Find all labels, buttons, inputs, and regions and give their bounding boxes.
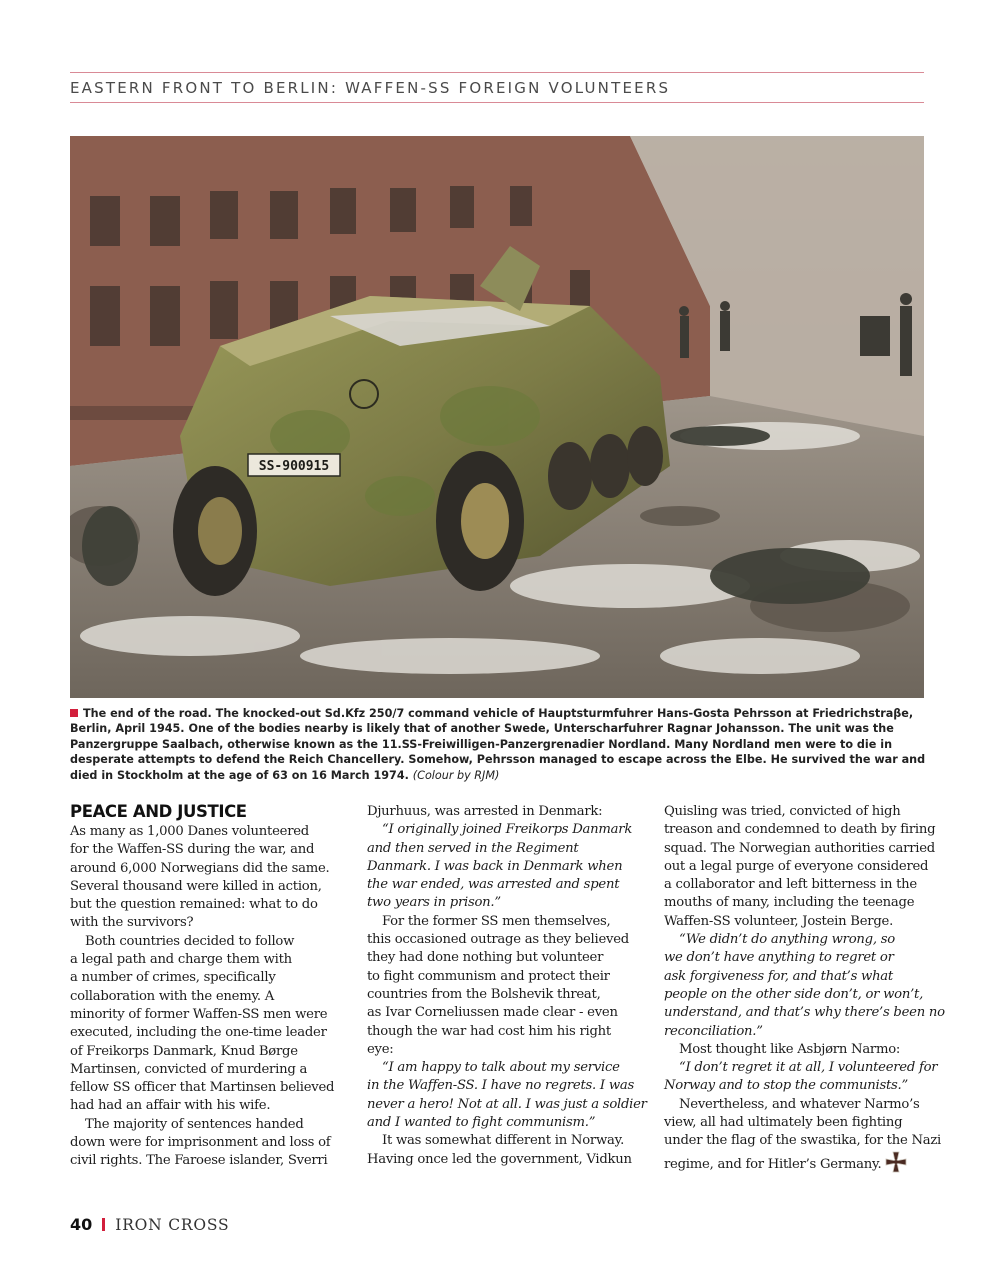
header-rule-top — [70, 72, 924, 73]
paragraph: As many as 1,000 Danes volunteered for the Waffen-SS during the war, and around 6,000 Norwegians did the same. Several thousand were killed in action, but the question remained: what to do with the survivors? — [70, 824, 330, 931]
quote: “I originally joined Freikorps Danmark and then served in the Regiment Danmark. I was back in Denmark when the war ended, was arrested and spent two years in prison.” — [367, 822, 633, 911]
front-wheel — [173, 466, 257, 596]
caption-text: The end of the road. The knocked-out Sd.Kfz 250/7 command vehicle of Hauptsturmfuhrer Hans-Gosta Pehrsson at Friedrichstraβe, Berlin, April 1945. One of the bodies nearby is likely that of another Swede, Unterscharfuhrer Ragnar Johansson. The unit was the Panzergruppe Saalbach, otherwise known as the 11.SS-Freiwilligen-Panzergrenadier Nordland. Many Nordland men were to die in desperate attempts to defend the Reich Chancellery. Somehow, Pehrsson managed to escape across the Elbe. He survived the war and died in Stockholm at the age of 63 on 16 March 1974. — [70, 707, 926, 782]
paragraph: Quisling was tried, convicted of high treason and condemned to death by firing squad. The Norwegian authorities carried out a legal purge of everyone considered a collaborator and left bitterness in the mouths of many, including the teenage Waffen-SS volunteer, Jostein Berge. — [664, 804, 936, 929]
article-column-1 — [70, 802, 335, 1171]
photo-caption — [70, 706, 928, 783]
quote: “I don’t regret it at all, I volunteered for Norway and to stop the communists.” — [664, 1060, 938, 1094]
header-rule-bottom — [70, 102, 924, 103]
paragraph: Nevertheless, and whatever Narmo’s view, all had ultimately been fighting under the flag of the swastika, for the Nazi regime, and for Hitler’s Germany. — [664, 1096, 942, 1172]
article-column-3 — [664, 803, 945, 1174]
paragraph: It was somewhat different in Norway. Having once led the government, Vidkun — [367, 1133, 632, 1167]
paragraph: The majority of sentences handed down were for imprisonment and loss of civil rights. The Faroese islander, Sverri — [70, 1116, 331, 1169]
halftrack-ruins-illustration — [70, 136, 924, 698]
footer-divider — [102, 1218, 105, 1231]
license-plate-text: SS-900915 — [258, 459, 330, 474]
caption-credit: (Colour by RJM) — [412, 768, 500, 782]
main-photo — [70, 136, 924, 698]
section-title: EASTERN FRONT TO BERLIN: WAFFEN-SS FOREIGN VOLUNTEERS — [70, 79, 671, 97]
article-column-2 — [367, 803, 647, 1169]
article-heading: PEACE AND JUSTICE — [70, 802, 247, 821]
paragraph: For the former SS men themselves, this occasioned outrage as they believed they had done nothing but volunteer to fight communism and protect their countries from the Bolshevik threat, as Ivar Corneliussen made clear - even though the war had cost him his right eye: — [367, 913, 629, 1057]
iron-cross-icon — [885, 1151, 907, 1173]
quote: “I am happy to talk about my service in the Waffen-SS. I have no regrets. I was never a hero! Not at all. I was just a soldier and I wanted to fight communism.” — [367, 1060, 647, 1131]
magazine-name: IRON CROSS — [115, 1216, 230, 1234]
page-footer — [70, 1215, 229, 1234]
quote: “We didn’t do anything wrong, so we don’t have anything to regret or ask forgiveness for, and that’s what people on the other side don’t, or won’t, understand, and that’s why there’s been no reconciliation.” — [664, 932, 945, 1039]
rear-wheel — [436, 451, 524, 591]
caption-bullet — [70, 709, 78, 717]
paragraph: Most thought like Asbjørn Narmo: — [679, 1041, 901, 1057]
page-number: 40 — [70, 1215, 93, 1234]
paragraph: Djurhuus, was arrested in Denmark: — [367, 804, 603, 819]
paragraph: Both countries decided to follow a legal path and charge them with a number of crimes, specifically collaboration with the enemy. A minority of former Waffen-SS men were executed, including the one-time leader of Freikorps Danmark, Knud Børge Martinsen, convicted of murdering a fellow SS officer that Martinsen believed had had an affair with his wife. — [70, 933, 335, 1114]
